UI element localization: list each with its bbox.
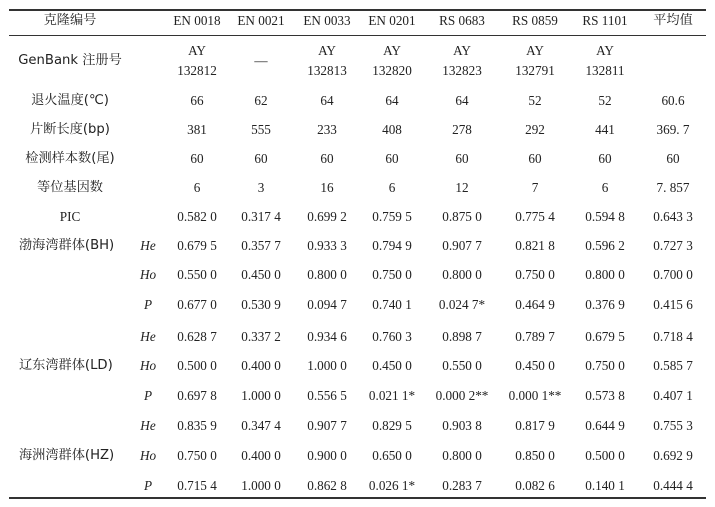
- table-cell: 0.907 7: [307, 418, 347, 433]
- table-cell: 0.444 4: [653, 478, 693, 493]
- table-cell: 0.727 3: [653, 238, 693, 253]
- table-cell: 6: [601, 180, 609, 195]
- table-cell: 1.000 0: [241, 388, 281, 403]
- table-cell: 132813: [307, 63, 347, 78]
- table-cell: 381: [187, 122, 207, 137]
- table-cell: 0.750 0: [177, 448, 217, 463]
- table-cell: 0.596 2: [585, 238, 625, 253]
- table-cell: 0.643 3: [653, 209, 693, 224]
- sub-label: P: [143, 478, 153, 493]
- table-cell: 441: [595, 122, 615, 137]
- table-cell: 6: [388, 180, 396, 195]
- table-cell: 0.530 9: [241, 297, 281, 312]
- table-cell: 1.000 0: [307, 358, 347, 373]
- table-cell: 60: [455, 151, 469, 166]
- table-cell: 292: [525, 122, 545, 137]
- table-cell: 0.500 0: [177, 358, 217, 373]
- sub-label: He: [140, 238, 156, 253]
- table-cell: 408: [382, 122, 402, 137]
- table-cell: 7. 857: [656, 180, 690, 195]
- column-header: EN 0018: [173, 13, 221, 28]
- table-cell: 0.789 7: [515, 329, 555, 344]
- sub-label: P: [143, 388, 153, 403]
- table-cell: AY: [526, 43, 544, 58]
- table-cell: 278: [452, 122, 472, 137]
- table-cell: 0.415 6: [653, 297, 693, 312]
- table-cell: 132820: [372, 63, 412, 78]
- table-cell: 0.556 5: [307, 388, 347, 403]
- table-cell: 0.140 1: [585, 478, 625, 493]
- row-label: 检测样本数(尾): [25, 151, 115, 166]
- sub-label: P: [143, 297, 153, 312]
- table-cell: 0.715 4: [177, 478, 217, 493]
- table-cell: 60: [190, 151, 204, 166]
- table-cell: 0.800 0: [442, 267, 482, 282]
- table-cell: 0.692 9: [653, 448, 693, 463]
- table-cell: 0.582 0: [177, 209, 217, 224]
- table-cell: 0.317 4: [241, 209, 281, 224]
- table-cell: 0.829 5: [372, 418, 412, 433]
- column-header: EN 0033: [303, 13, 351, 28]
- table-cell: 0.697 8: [177, 388, 217, 403]
- table-cell: 0.628 7: [177, 329, 217, 344]
- table-cell: 62: [254, 93, 268, 108]
- table-cell: 60: [254, 151, 268, 166]
- table-cell: 0.337 2: [241, 329, 281, 344]
- table-cell: 0.750 0: [515, 267, 555, 282]
- table-cell: 0.760 3: [372, 329, 412, 344]
- table-cell: 1.000 0: [241, 478, 281, 493]
- table-cell: AY: [188, 43, 206, 58]
- table-cell: 0.407 1: [653, 388, 693, 403]
- table-cell: 0.677 0: [177, 297, 217, 312]
- table-cell: 0.450 0: [515, 358, 555, 373]
- table-cell: 64: [385, 93, 399, 108]
- table-cell: 0.759 5: [372, 209, 412, 224]
- table-cell: 0.585 7: [653, 358, 693, 373]
- group-label: 辽东湾群体(LD): [19, 358, 113, 373]
- table-cell: 0.740 1: [372, 297, 412, 312]
- table-cell: 0.021 1*: [368, 388, 416, 403]
- table-cell: 0.550 0: [442, 358, 482, 373]
- table-cell: 60.6: [661, 93, 685, 108]
- table-cell: 0.376 9: [585, 297, 625, 312]
- table-cell: 64: [320, 93, 334, 108]
- table-cell: 64: [455, 93, 469, 108]
- column-header: RS 1101: [582, 13, 628, 28]
- table-cell: 60: [320, 151, 334, 166]
- table-cell: 0.900 0: [307, 448, 347, 463]
- table-cell: 0.800 0: [442, 448, 482, 463]
- table-cell: 0.024 7*: [438, 297, 486, 312]
- row-label: GenBank 注册号: [18, 53, 122, 68]
- table-cell: 12: [455, 180, 469, 195]
- table-cell: 132811: [585, 63, 625, 78]
- table-cell: 0.800 0: [585, 267, 625, 282]
- table-cell: AY: [453, 43, 471, 58]
- table-cell: AY: [596, 43, 614, 58]
- table-cell: 132823: [442, 63, 482, 78]
- table-cell: 52: [528, 93, 542, 108]
- table-cell: 0.875 0: [442, 209, 482, 224]
- top-rule: [9, 9, 706, 11]
- column-header: EN 0021: [237, 13, 285, 28]
- bottom-rule: [9, 497, 706, 499]
- table-cell: AY: [318, 43, 336, 58]
- table-cell: 0.750 0: [585, 358, 625, 373]
- table-cell: 0.400 0: [241, 358, 281, 373]
- sub-label: He: [140, 418, 156, 433]
- table-cell: 60: [598, 151, 612, 166]
- table-cell: 6: [193, 180, 201, 195]
- table-cell: 0.718 4: [653, 329, 693, 344]
- table-cell: 0.907 7: [442, 238, 482, 253]
- row-label: 片断长度(bp): [30, 122, 110, 137]
- table-cell: 0.835 9: [177, 418, 217, 433]
- table-cell: 0.000 1**: [508, 388, 562, 403]
- group-label: 海洲湾群体(HZ): [19, 448, 115, 463]
- table-cell: 0.862 8: [307, 478, 347, 493]
- table-cell: 0.800 0: [307, 267, 347, 282]
- row-label: 等位基因数: [37, 180, 103, 195]
- table-cell: 0.573 8: [585, 388, 625, 403]
- table-cell: 0.082 6: [515, 478, 555, 493]
- row-label: PIC: [59, 209, 81, 224]
- table-cell: 0.000 2**: [435, 388, 489, 403]
- table-cell: 16: [320, 180, 334, 195]
- table-cell: 60: [528, 151, 542, 166]
- table-cell: 0.821 8: [515, 238, 555, 253]
- table-cell: 0.934 6: [307, 329, 347, 344]
- table-cell: 0.755 3: [653, 418, 693, 433]
- table-cell: 0.775 4: [515, 209, 555, 224]
- table-cell: 0.903 8: [442, 418, 482, 433]
- table-cell: 0.347 4: [241, 418, 281, 433]
- table-cell: 52: [598, 93, 612, 108]
- table-cell: 0.933 3: [307, 238, 347, 253]
- table-cell: —: [254, 53, 268, 68]
- table-cell: 0.464 9: [515, 297, 555, 312]
- column-header: 平均值: [653, 13, 693, 28]
- table-cell: 0.644 9: [585, 418, 625, 433]
- column-header: RS 0683: [439, 13, 485, 28]
- table-cell: 0.679 5: [585, 329, 625, 344]
- table-cell: 60: [666, 151, 680, 166]
- table-cell: 132791: [515, 63, 555, 78]
- table-cell: 0.357 7: [241, 238, 281, 253]
- sub-label: Ho: [139, 448, 157, 463]
- table-cell: 66: [190, 93, 204, 108]
- header-rule: [9, 35, 706, 36]
- sub-label: Ho: [139, 267, 157, 282]
- table-cell: 60: [385, 151, 399, 166]
- sub-label: Ho: [139, 358, 157, 373]
- table-cell: 3: [257, 180, 265, 195]
- table-cell: 7: [531, 180, 539, 195]
- table-cell: 0.594 8: [585, 209, 625, 224]
- table-cell: 132812: [177, 63, 217, 78]
- sub-label: He: [140, 329, 156, 344]
- table-cell: AY: [383, 43, 401, 58]
- table-cell: 0.699 2: [307, 209, 347, 224]
- table-cell: 0.817 9: [515, 418, 555, 433]
- table-cell: 0.094 7: [307, 297, 347, 312]
- table-cell: 0.283 7: [442, 478, 482, 493]
- table-cell: 0.550 0: [177, 267, 217, 282]
- table-cell: 0.898 7: [442, 329, 482, 344]
- header-label: 克隆编号: [43, 13, 97, 28]
- table-cell: 0.700 0: [653, 267, 693, 282]
- table-cell: 369. 7: [656, 122, 690, 137]
- table-cell: 0.679 5: [177, 238, 217, 253]
- table-cell: 0.400 0: [241, 448, 281, 463]
- table-cell: 233: [317, 122, 337, 137]
- row-label: 退火温度(℃): [31, 93, 109, 108]
- group-label: 渤海湾群体(BH): [19, 238, 115, 253]
- column-header: RS 0859: [512, 13, 558, 28]
- table-cell: 0.794 9: [372, 238, 412, 253]
- column-header: EN 0201: [368, 13, 416, 28]
- table-cell: 0.026 1*: [368, 478, 416, 493]
- table-cell: 0.500 0: [585, 448, 625, 463]
- table-cell: 0.850 0: [515, 448, 555, 463]
- table-cell: 0.450 0: [241, 267, 281, 282]
- table-cell: 0.750 0: [372, 267, 412, 282]
- table-cell: 0.650 0: [372, 448, 412, 463]
- table-cell: 0.450 0: [372, 358, 412, 373]
- table-cell: 555: [251, 122, 271, 137]
